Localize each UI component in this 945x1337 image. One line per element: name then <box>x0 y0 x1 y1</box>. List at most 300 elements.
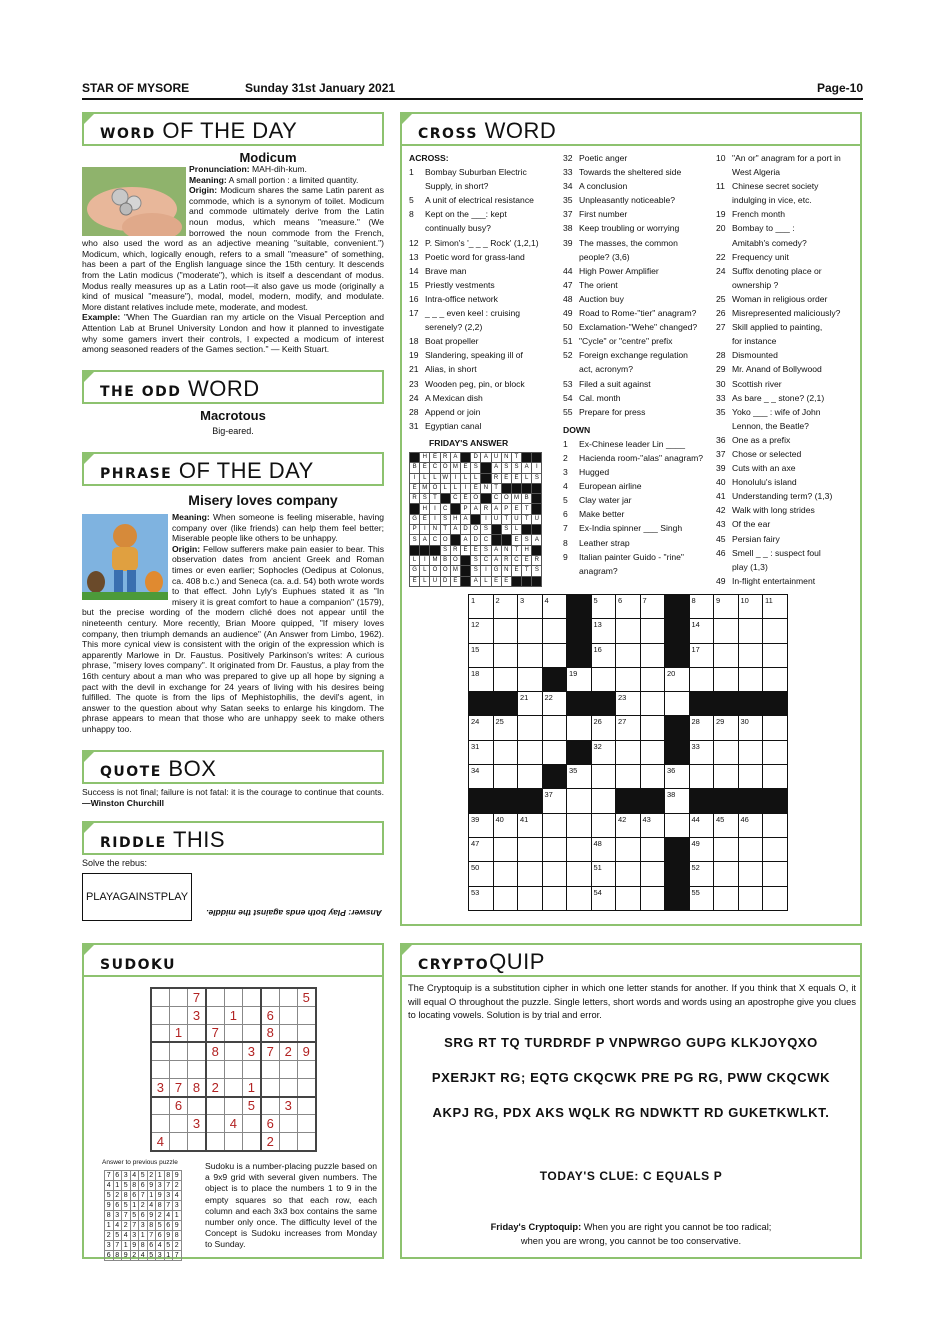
clue-row <box>716 560 858 574</box>
sudoku-cell[interactable] <box>224 988 242 1006</box>
riddle-prompt: Solve the rebus: <box>82 858 148 868</box>
crossword-cell[interactable] <box>616 740 641 764</box>
prev-sudoku-cell: 2 <box>147 1171 156 1181</box>
crossword-cell[interactable]: 41 <box>518 813 543 837</box>
crossword-cell[interactable] <box>763 862 788 886</box>
answer-cell: H <box>450 514 460 524</box>
clue-row <box>563 165 711 179</box>
crossword-cell[interactable] <box>738 740 763 764</box>
cq-h2: QUIP <box>489 949 545 974</box>
crossword-cell[interactable] <box>763 643 788 667</box>
clue-text: A unit of electrical resistance <box>425 195 534 206</box>
sudoku-cell[interactable] <box>188 1042 206 1060</box>
crossword-cell[interactable]: 4 <box>542 595 567 619</box>
crossword-cell[interactable] <box>714 643 739 667</box>
crossword-cell[interactable] <box>518 643 543 667</box>
page-number: Page-10 <box>816 81 863 95</box>
crossword-cell[interactable]: 14 <box>689 619 714 643</box>
prev-sudoku-grid <box>104 1170 182 1261</box>
crossword-cell <box>591 692 616 716</box>
crossword-cell[interactable]: 13 <box>591 619 616 643</box>
crossword-cell[interactable] <box>591 765 616 789</box>
crossword-cell[interactable] <box>640 837 665 861</box>
cq-friday-label: Friday's Cryptoquip: <box>490 1222 582 1232</box>
clue-text: Ex-Chinese leader Lin ____ <box>579 438 686 449</box>
sudoku-cell[interactable] <box>297 1097 315 1115</box>
clue-number: 37 <box>563 209 573 220</box>
sudoku-cell[interactable] <box>242 1006 260 1024</box>
answer-cell: C <box>440 504 450 514</box>
crossword-cell[interactable]: 25 <box>493 716 518 740</box>
crossword-cell[interactable]: 12 <box>469 619 494 643</box>
crossword-cell[interactable] <box>640 740 665 764</box>
crossword-cell[interactable] <box>640 886 665 910</box>
crossword-cell[interactable]: 19 <box>567 667 592 691</box>
clue-number: 29 <box>716 364 726 375</box>
crossword-cell[interactable]: 27 <box>616 716 641 740</box>
crossword-cell[interactable] <box>567 837 592 861</box>
answer-cell: C <box>430 535 440 545</box>
answer-cell: T <box>522 504 532 514</box>
sudoku-cell[interactable] <box>188 1133 206 1151</box>
crossword-cell[interactable]: 48 <box>591 837 616 861</box>
crossword-cell[interactable] <box>518 667 543 691</box>
crossword-cell[interactable] <box>493 765 518 789</box>
crossword-cell[interactable] <box>493 740 518 764</box>
answer-cell: S <box>511 463 521 473</box>
prev-sudoku-cell: 7 <box>164 1201 173 1211</box>
clue-text: Egyptian canal <box>425 420 482 431</box>
clue-number: 1 <box>409 167 414 178</box>
clue-number: 13 <box>409 251 419 262</box>
clue-number <box>716 419 732 433</box>
prev-sudoku-cell: 8 <box>147 1221 156 1231</box>
crossword-cell[interactable]: 46 <box>738 813 763 837</box>
sudoku-cell[interactable] <box>151 1042 169 1060</box>
crossword-cell[interactable]: 28 <box>689 716 714 740</box>
crossword-cell[interactable] <box>714 740 739 764</box>
crossword-cell[interactable]: 34 <box>469 765 494 789</box>
prev-sudoku-cell: 8 <box>105 1211 114 1221</box>
crossword-cell[interactable] <box>640 862 665 886</box>
clue-number: 8 <box>563 537 568 548</box>
clue-number <box>716 236 732 250</box>
sudoku-cell[interactable] <box>169 1042 187 1060</box>
crossword-cell[interactable] <box>567 789 592 813</box>
crossword-cell[interactable] <box>567 886 592 910</box>
crossword-cell[interactable] <box>542 619 567 643</box>
answer-cell <box>450 535 460 545</box>
crossword-cell[interactable] <box>518 716 543 740</box>
clue-number: 9 <box>563 551 568 562</box>
crossword-cell[interactable] <box>542 716 567 740</box>
sudoku-cell[interactable] <box>169 1006 187 1024</box>
crossword-cell[interactable] <box>640 716 665 740</box>
clue-text: Italian painter Guido - "rine" <box>579 551 684 562</box>
crossword-cell[interactable] <box>640 692 665 716</box>
potd-h2: OF THE DAY <box>178 458 314 483</box>
crossword-cell[interactable] <box>714 862 739 886</box>
answer-cell: S <box>532 473 542 483</box>
sudoku-cell[interactable] <box>261 1078 279 1096</box>
crossword-cell[interactable] <box>542 886 567 910</box>
sudoku-cell[interactable] <box>297 1024 315 1042</box>
sudoku-cell[interactable] <box>151 988 169 1006</box>
answer-cell: L <box>460 473 470 483</box>
sudoku-cell[interactable] <box>279 1006 297 1024</box>
clue-number: 30 <box>716 378 726 389</box>
crossword-cell <box>665 643 690 667</box>
sudoku-cell[interactable] <box>224 1133 242 1151</box>
clue-row <box>563 362 711 376</box>
clue-text: Append or join <box>425 406 481 417</box>
crossword-cell[interactable] <box>763 886 788 910</box>
sudoku-cell[interactable] <box>169 1060 187 1078</box>
answer-cell: L <box>420 473 430 483</box>
crossword-cell[interactable] <box>689 667 714 691</box>
crossword-cell[interactable] <box>714 886 739 910</box>
quote-header <box>82 750 384 784</box>
clue-row <box>563 391 711 405</box>
crossword-cell[interactable]: 18 <box>469 667 494 691</box>
sudoku-cell[interactable] <box>188 1024 206 1042</box>
crossword-cell[interactable] <box>616 643 641 667</box>
crossword-cell[interactable] <box>665 692 690 716</box>
crossword-cell[interactable] <box>689 765 714 789</box>
cq-clue: TODAY'S CLUE: C EQUALS P <box>539 1169 723 1183</box>
crossword-cell[interactable] <box>738 886 763 910</box>
sudoku-cell[interactable] <box>224 1024 242 1042</box>
clue-row <box>716 447 858 461</box>
clue-text: European airline <box>579 481 642 492</box>
crossword-cell <box>738 692 763 716</box>
answer-cell <box>522 483 532 493</box>
sudoku-cell[interactable] <box>242 1133 260 1151</box>
crossword-cell[interactable]: 52 <box>689 862 714 886</box>
crossword-cell[interactable]: 10 <box>738 595 763 619</box>
crossword-cell[interactable]: 29 <box>714 716 739 740</box>
answer-cell: E <box>420 514 430 524</box>
sudoku-cell[interactable] <box>188 1097 206 1115</box>
crossword-cell[interactable] <box>665 813 690 837</box>
clue-text: Make better <box>579 509 625 520</box>
crossword-cell[interactable]: 42 <box>616 813 641 837</box>
answer-cell: W <box>440 473 450 483</box>
origin-label: Origin: <box>189 185 218 196</box>
crossword-cell[interactable]: 23 <box>616 692 641 716</box>
crossword-cell[interactable] <box>763 837 788 861</box>
sudoku-cell[interactable] <box>242 1115 260 1133</box>
crossword-cell[interactable]: 20 <box>665 667 690 691</box>
crossword-cell[interactable]: 26 <box>591 716 616 740</box>
answer-cell: T <box>501 514 511 524</box>
sudoku-cell[interactable] <box>297 1060 315 1078</box>
crossword-cell[interactable] <box>763 740 788 764</box>
answer-cell: E <box>430 453 440 463</box>
clue-row <box>563 536 711 550</box>
crossword-cell[interactable] <box>616 862 641 886</box>
crossword-cell[interactable]: 16 <box>591 643 616 667</box>
sudoku-cell[interactable] <box>279 988 297 1006</box>
sudoku-cell[interactable] <box>151 1006 169 1024</box>
answer-cell: C <box>481 535 491 545</box>
answer-cell: C <box>491 494 501 504</box>
crossword-cell[interactable] <box>640 667 665 691</box>
answer-cell: R <box>532 555 542 565</box>
prev-sudoku-cell: 9 <box>147 1211 156 1221</box>
crossword-cell[interactable] <box>763 765 788 789</box>
answer-cell <box>440 494 450 504</box>
sudoku-cell[interactable] <box>279 1133 297 1151</box>
crossword-cell[interactable] <box>738 667 763 691</box>
prev-sudoku-cell: 5 <box>156 1221 165 1231</box>
crossword-cell <box>665 716 690 740</box>
prev-sudoku-cell: 6 <box>139 1181 148 1191</box>
answer-cell <box>501 535 511 545</box>
crossword-cell[interactable] <box>738 837 763 861</box>
sudoku-cell[interactable] <box>297 1078 315 1096</box>
answer-cell: E <box>471 483 481 493</box>
crossword-cell[interactable] <box>738 643 763 667</box>
sudoku-cell[interactable] <box>151 1115 169 1133</box>
clue-text: Woman in religious order <box>732 293 828 304</box>
clue-number: 46 <box>716 547 726 558</box>
crossword-cell[interactable] <box>616 886 641 910</box>
sudoku-cell[interactable] <box>224 1078 242 1096</box>
crossword-cell <box>493 692 518 716</box>
crossword-cell[interactable] <box>616 619 641 643</box>
clue-text: Honolulu's island <box>732 477 797 488</box>
sudoku-cell[interactable] <box>206 1097 224 1115</box>
prev-sudoku-cell: 3 <box>156 1251 165 1261</box>
crossword-cell[interactable] <box>493 862 518 886</box>
crossword-cell[interactable]: 47 <box>469 837 494 861</box>
clue-row <box>563 479 711 493</box>
crossword-cell[interactable] <box>738 619 763 643</box>
clue-number <box>409 179 425 193</box>
sudoku-cell[interactable] <box>279 1115 297 1133</box>
sudoku-cell: 6 <box>261 1006 279 1024</box>
crossword-cell[interactable] <box>640 619 665 643</box>
answer-cell <box>501 483 511 493</box>
crossword-cell[interactable] <box>763 667 788 691</box>
crossword-cell[interactable] <box>542 740 567 764</box>
clue-number: 44 <box>563 265 573 276</box>
sudoku-cell[interactable] <box>206 1133 224 1151</box>
answer-cell: A <box>471 504 481 514</box>
clue-row <box>563 221 711 235</box>
sudoku-cell[interactable] <box>188 1060 206 1078</box>
sudoku-cell[interactable] <box>279 1078 297 1096</box>
sudoku-cell[interactable] <box>261 1097 279 1115</box>
answer-cell <box>522 525 532 535</box>
crossword-cell[interactable]: 21 <box>518 692 543 716</box>
crossword-cell[interactable]: 51 <box>591 862 616 886</box>
answer-cell <box>532 494 542 504</box>
sudoku-cell[interactable] <box>279 1024 297 1042</box>
clue-row <box>409 419 557 433</box>
sudoku-cell[interactable] <box>224 1042 242 1060</box>
crossword-cell <box>616 789 641 813</box>
crossword-cell[interactable]: 49 <box>689 837 714 861</box>
crossword-cell[interactable] <box>518 837 543 861</box>
crossword-cell[interactable]: 24 <box>469 716 494 740</box>
crossword-cell[interactable]: 8 <box>689 595 714 619</box>
answer-cell: C <box>481 555 491 565</box>
crossword-cell[interactable] <box>763 716 788 740</box>
crossword-cell[interactable]: 35 <box>567 765 592 789</box>
crossword-cell[interactable] <box>738 765 763 789</box>
crossword-cell[interactable] <box>640 765 665 789</box>
quote-h2: BOX <box>168 756 217 781</box>
sudoku-cell[interactable] <box>169 1133 187 1151</box>
answer-cell: D <box>471 535 481 545</box>
crossword-cell[interactable] <box>591 667 616 691</box>
clue-text: First number <box>579 209 628 220</box>
crossword-cell[interactable]: 38 <box>665 789 690 813</box>
answer-cell: O <box>430 566 440 576</box>
cryptoquip-body <box>400 977 862 1259</box>
crossword-cell[interactable] <box>518 740 543 764</box>
crossword-cell <box>665 619 690 643</box>
crossword-cell[interactable] <box>591 813 616 837</box>
sudoku-cell[interactable] <box>224 1060 242 1078</box>
clue-number: 52 <box>563 350 573 361</box>
sudoku-cell[interactable] <box>224 1097 242 1115</box>
crossword-cell[interactable] <box>591 789 616 813</box>
sudoku-cell[interactable] <box>151 1060 169 1078</box>
sudoku-cell: 7 <box>206 1024 224 1042</box>
crossword-cell[interactable] <box>518 862 543 886</box>
crossword-cell[interactable] <box>714 837 739 861</box>
crossword-cell[interactable]: 30 <box>738 716 763 740</box>
crossword-cell[interactable] <box>763 813 788 837</box>
sudoku-cell[interactable] <box>297 1133 315 1151</box>
crossword-cell[interactable] <box>493 619 518 643</box>
crossword-cell[interactable]: 36 <box>665 765 690 789</box>
crossword-cell[interactable]: 40 <box>493 813 518 837</box>
crossword-cell[interactable]: 9 <box>714 595 739 619</box>
crossword-cell[interactable] <box>616 765 641 789</box>
answer-cell: B <box>440 555 450 565</box>
answer-cell: L <box>430 473 440 483</box>
sudoku-cell[interactable] <box>206 988 224 1006</box>
crossword-cell[interactable]: 17 <box>689 643 714 667</box>
sudoku-cell[interactable] <box>279 1060 297 1078</box>
clue-text: Keep troubling or worrying <box>579 223 680 234</box>
crossword-cell[interactable] <box>542 837 567 861</box>
crossword-cell[interactable]: 44 <box>689 813 714 837</box>
answer-cell: E <box>410 576 420 586</box>
crossword-cell[interactable] <box>493 837 518 861</box>
crossword-cell[interactable] <box>714 667 739 691</box>
crossword-cell[interactable]: 3 <box>518 595 543 619</box>
crossword-cell[interactable]: 53 <box>469 886 494 910</box>
crossword-cell[interactable] <box>493 643 518 667</box>
clue-number: 28 <box>409 406 419 417</box>
cw-h2: WORD <box>484 118 557 143</box>
crossword-cell[interactable] <box>493 886 518 910</box>
sudoku-cell[interactable] <box>206 1115 224 1133</box>
clue-text: Clay water jar <box>579 495 632 506</box>
crossword-cell[interactable]: 1 <box>469 595 494 619</box>
answer-cell: I <box>450 473 460 483</box>
crossword-cell[interactable]: 2 <box>493 595 518 619</box>
crossword-cell[interactable]: 33 <box>689 740 714 764</box>
crossword-cell[interactable] <box>763 619 788 643</box>
crossword-cell[interactable]: 45 <box>714 813 739 837</box>
crossword-cell[interactable]: 50 <box>469 862 494 886</box>
crossword-cell[interactable]: 5 <box>591 595 616 619</box>
clue-text: "Cycle" or "centre" prefix <box>579 336 673 347</box>
sudoku-cell[interactable] <box>261 988 279 1006</box>
sudoku-cell[interactable] <box>169 988 187 1006</box>
crossword-cell[interactable] <box>542 643 567 667</box>
crossword-cell[interactable] <box>616 837 641 861</box>
clue-row <box>716 320 858 334</box>
crossword-cell[interactable]: 37 <box>542 789 567 813</box>
crossword-cell[interactable] <box>714 619 739 643</box>
crossword-cell[interactable] <box>616 667 641 691</box>
crossword-cell[interactable]: 39 <box>469 813 494 837</box>
sudoku-cell[interactable] <box>242 1060 260 1078</box>
crossword-cell[interactable]: 22 <box>542 692 567 716</box>
crossword-cell[interactable] <box>640 643 665 667</box>
clue-text: Prepare for press <box>579 406 646 417</box>
sudoku-cell[interactable] <box>242 1024 260 1042</box>
crossword-cell[interactable] <box>493 667 518 691</box>
crossword-cell[interactable]: 32 <box>591 740 616 764</box>
sudoku-cell[interactable] <box>297 1006 315 1024</box>
sudoku-cell[interactable] <box>242 988 260 1006</box>
prev-sudoku-cell: 9 <box>156 1191 165 1201</box>
clue-text: A conclusion <box>579 181 628 192</box>
sudoku-cell[interactable] <box>261 1060 279 1078</box>
cw-h1: CROSS <box>418 126 478 142</box>
crossword-cell[interactable]: 7 <box>640 595 665 619</box>
sudoku-cell[interactable] <box>169 1115 187 1133</box>
crossword-cell[interactable]: 54 <box>591 886 616 910</box>
sudoku-cell[interactable] <box>151 1024 169 1042</box>
crossword-cell[interactable]: 55 <box>689 886 714 910</box>
crossword-cell[interactable]: 6 <box>616 595 641 619</box>
crossword-cell[interactable] <box>567 813 592 837</box>
crossword-cell[interactable] <box>567 862 592 886</box>
sudoku-cell[interactable] <box>151 1097 169 1115</box>
answer-cell <box>491 535 501 545</box>
crossword-cell[interactable] <box>738 862 763 886</box>
crossword-cell[interactable]: 11 <box>763 595 788 619</box>
clue-text: Cuts with an axe <box>732 463 796 474</box>
sudoku-cell[interactable] <box>206 1060 224 1078</box>
crossword-cell[interactable]: 43 <box>640 813 665 837</box>
answer-cell: O <box>440 463 450 473</box>
crossword-cell[interactable] <box>542 862 567 886</box>
crossword-cell[interactable] <box>518 765 543 789</box>
answer-cell <box>481 494 491 504</box>
crossword-cell[interactable]: 15 <box>469 643 494 667</box>
crossword-cell[interactable] <box>714 765 739 789</box>
crossword-cell[interactable] <box>567 716 592 740</box>
crossword-cell[interactable] <box>542 813 567 837</box>
sudoku-cell[interactable] <box>297 1115 315 1133</box>
sudoku-cell[interactable] <box>206 1006 224 1024</box>
crossword-cell[interactable] <box>518 886 543 910</box>
clue-row <box>563 493 711 507</box>
crossword-cell[interactable]: 31 <box>469 740 494 764</box>
clue-number <box>716 165 732 179</box>
crossword-cell[interactable] <box>518 619 543 643</box>
